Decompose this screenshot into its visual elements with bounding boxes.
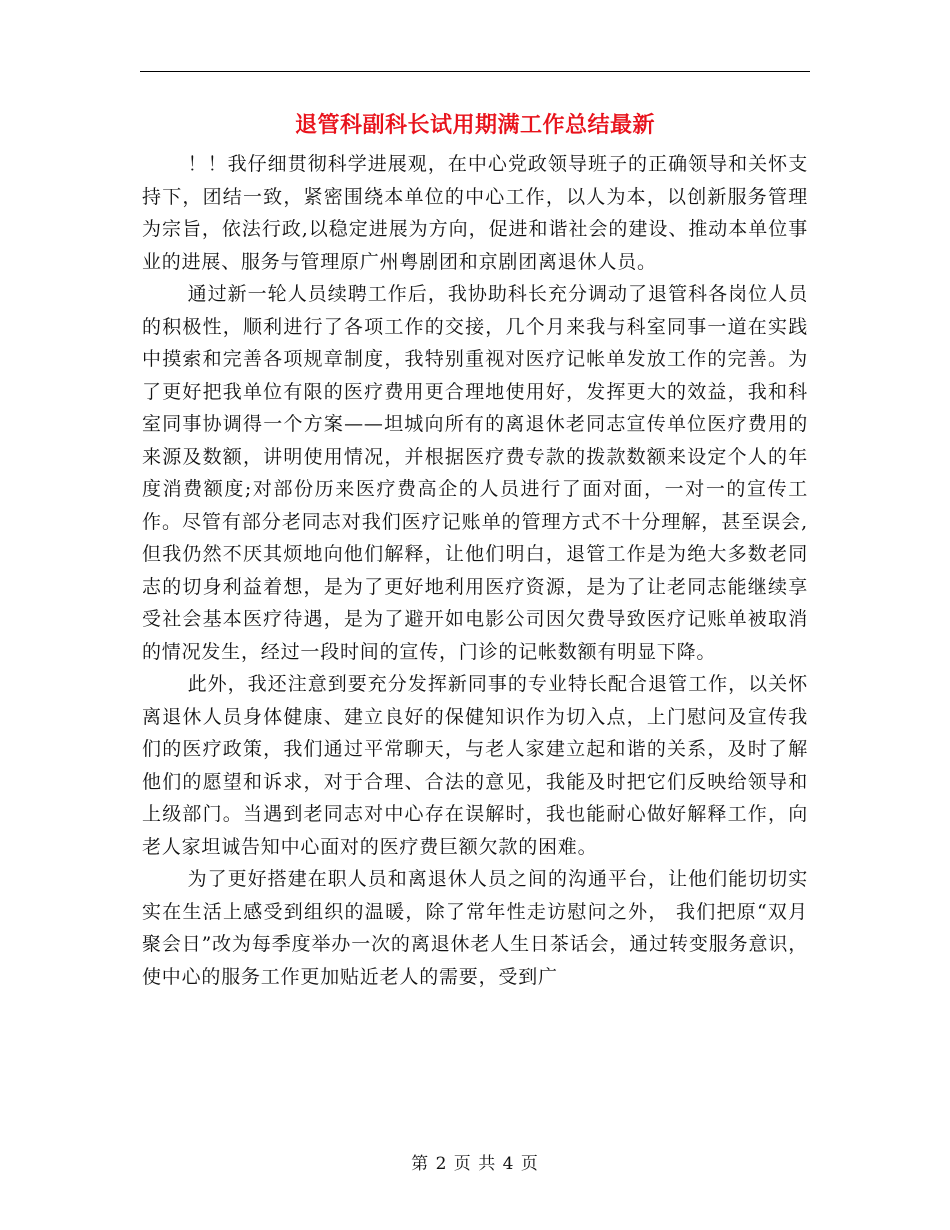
header-rule <box>140 71 810 72</box>
body-paragraph: 为了更好搭建在职人员和离退休人员之间的沟通平台，让他们能切切实实在生活上感受到组织的温暖，除了常年性走访慰问之外， 我们把原“双月聚会日”改为每季度举办一次的离退休老人生日茶话会，通过转变服务意识，使中心的服务工作更加贴近老人的需要，受到广 <box>142 868 808 988</box>
page-number-footer: 第 2 页 共 4 页 <box>411 1154 539 1174</box>
document-body <box>142 148 808 993</box>
body-paragraph: 通过新一轮人员续聘工作后，我协助科长充分调动了退管科各岗位人员的积极性，顺利进行了各项工作的交接，几个月来我与科室同事一道在实践中摸索和完善各项规章制度，我特别重视对医疗记帐单发放工作的完善。为了更好把我单位有限的医疗费用更合理地使用好，发挥更大的效益，我和科室同事协调得一个方案——坦城向所有的离退休老同志宣传单位医疗费用的来源及数额，讲明使用情况，并根据医疗费专款的拨款数额来设定个人的年度消费额度;对部份历来医疗费高企的人员进行了面对面，一对一的宣传工作。尽管有部分老同志对我们医疗记账单的管理方式不十分理解，甚至误会,但我仍然不厌其烦地向他们解释，让他们明白，退管工作是为绝大多数老同志的切身利益着想，是为了更好地利用医疗资源，是为了让老同志能继续享受社会基本医疗待遇，是为了避开如电影公司因欠费导致医疗记账单被取消的情况发生，经过一段时间的宣传，门诊的记帐数额有明显下降。 <box>142 283 808 663</box>
body-paragraph: 此外，我还注意到要充分发挥新同事的专业特长配合退管工作，以关怀离退休人员身体健康、建立良好的保健知识作为切入点，上门慰问及宣传我们的医疗政策，我们通过平常聊天，与老人家建立起和谐的关系，及时了解他们的愿望和诉求，对于合理、合法的意见，我能及时把它们反映给领导和上级部门。当遇到老同志对中心存在误解时，我也能耐心做好解释工作，向老人家坦诚告知中心面对的医疗费巨额欠款的困难。 <box>142 673 808 858</box>
body-paragraph: ！！我仔细贯彻科学进展观，在中心党政领导班子的正确领导和关怀支持下，团结一致，紧密围绕本单位的中心工作，以人为本，以创新服务管理为宗旨，依法行政,以稳定进展为方向，促进和谐社会的建设、推动本单位事业的进展、服务与管理原广州粤剧团和京剧团离退休人员。 <box>142 153 808 273</box>
document-title: 退管科副科长试用期满工作总结最新 <box>294 112 655 138</box>
